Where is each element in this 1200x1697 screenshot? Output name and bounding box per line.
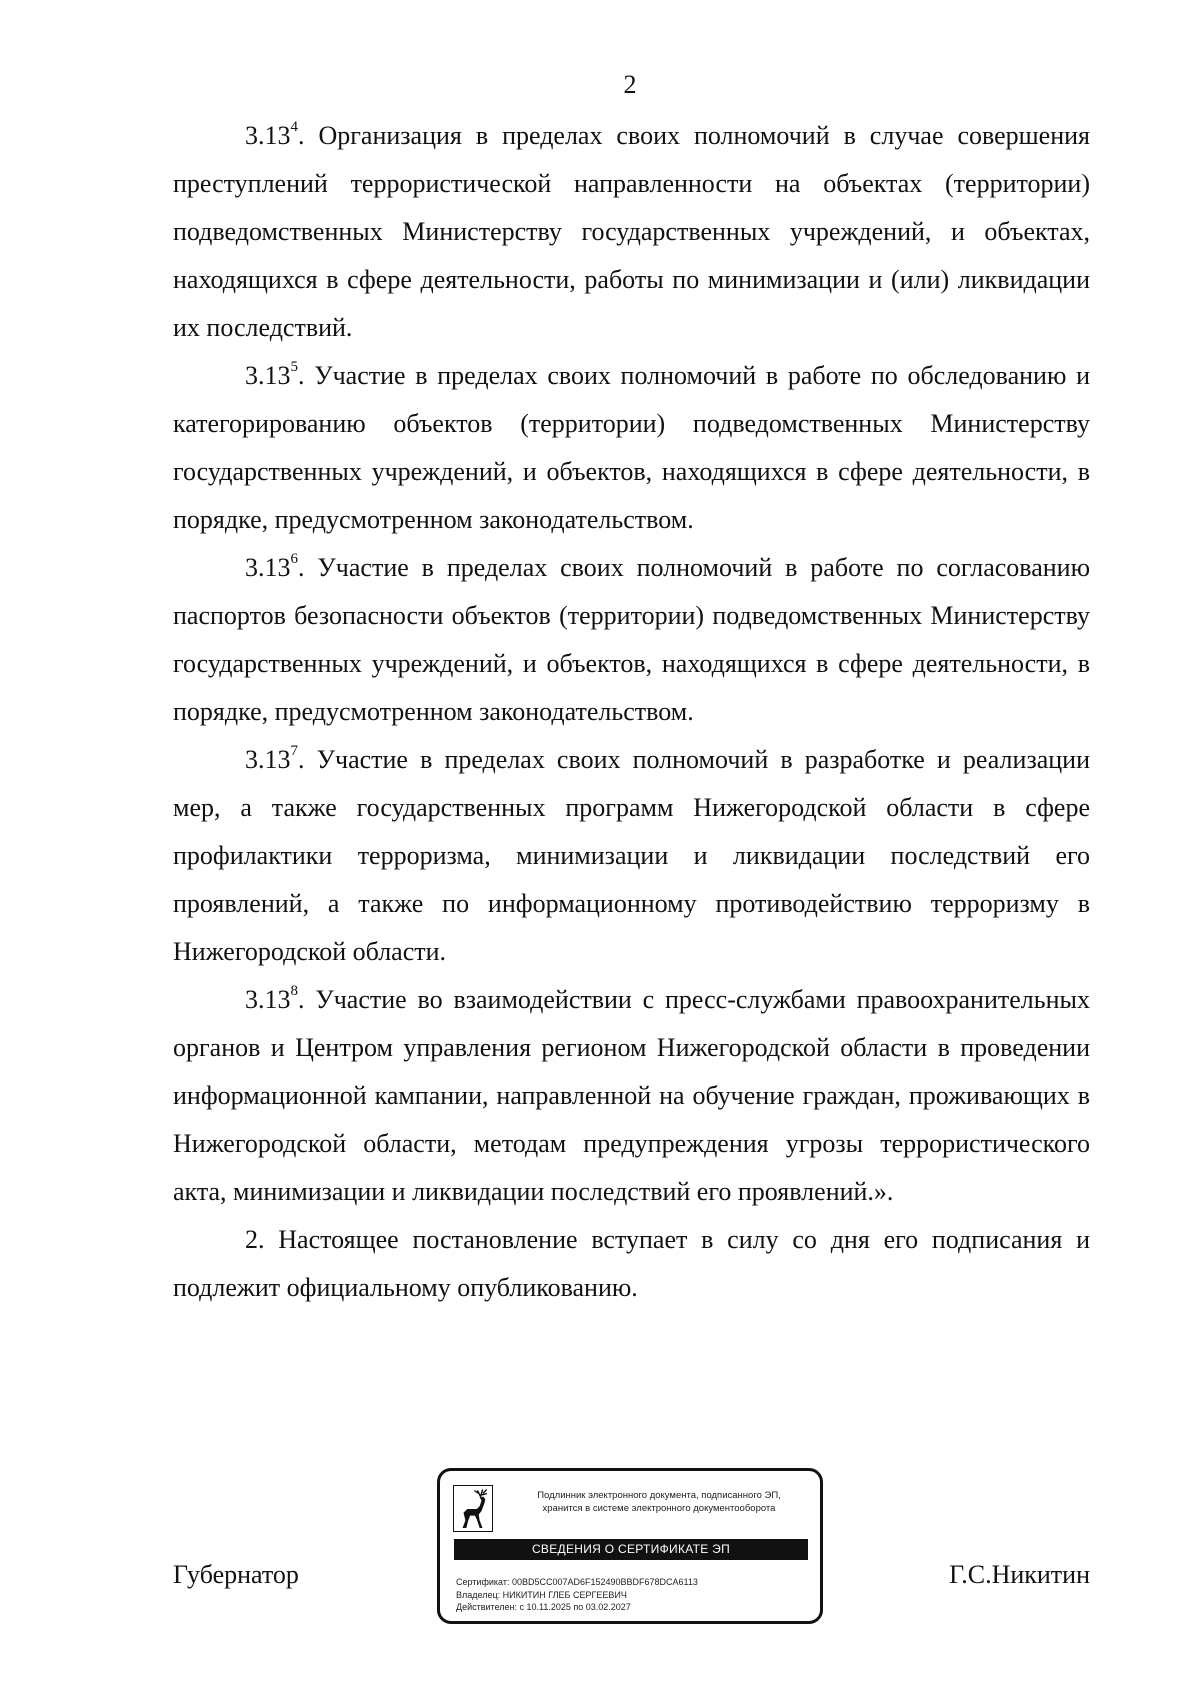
signatory-position: Губернатор xyxy=(173,1560,299,1589)
clause-number: 3.13 xyxy=(245,745,291,774)
document-body xyxy=(173,112,1090,1312)
clause-superscript: 6 xyxy=(290,551,298,568)
paragraph-text: 2. Настоящее постановление вступает в силу со дня его подписания и подлежит официальному опубликованию. xyxy=(173,1225,1090,1302)
electronic-signature-stamp xyxy=(437,1468,823,1624)
certificate-number: Сертификат: 00BD5CC007AD6F152490BBDF678DCA6113 xyxy=(456,1577,698,1587)
paragraph-text: . Участие во взаимодействии с пресс-службами правоохранительных органов и Центром управления регионом Нижегородской области в проведении информационной кампании, направленной на обучение граждан, проживающих в Нижегородской области, методам предупреждения угрозы террористического акта, минимизации и ликвидации последствий его проявлений.». xyxy=(173,985,1090,1206)
clause-superscript: 7 xyxy=(290,743,298,760)
clause-superscript: 4 xyxy=(290,119,298,136)
paragraph-text: . Участие в пределах своих полномочий в работе по согласованию паспортов безопасности объектов (территории) подведомственных Министерству государственных учреждений, и объектов, находящихся в сфере деятельности, в порядке, предусмотренном законодательством. xyxy=(173,553,1090,726)
paragraph-2-effective-date xyxy=(173,1216,1090,1312)
paragraph-3-13-7 xyxy=(173,736,1090,976)
paragraph-text: . Участие в пределах своих полномочий в разработке и реализации мер, а также государственных программ Нижегородской области в сфере профилактики терроризма, минимизации и ликвидации последствий его проявлений, а также по информационному противодействию терроризму в Нижегородской области. xyxy=(173,745,1090,966)
clause-number: 3.13 xyxy=(245,121,291,150)
paragraph-3-13-6 xyxy=(173,544,1090,736)
stamp-header-line: хранится в системе электронного документооборота xyxy=(542,1503,776,1514)
clause-number: 3.13 xyxy=(245,553,291,582)
clause-superscript: 8 xyxy=(290,983,298,1000)
stamp-header xyxy=(500,1489,818,1515)
clause-superscript: 5 xyxy=(290,359,298,376)
stamp-header-line: Подлинник электронного документа, подписанного ЭП, xyxy=(537,1490,781,1501)
clause-number: 3.13 xyxy=(245,361,291,390)
signature-row xyxy=(173,1560,1090,1600)
deer-coat-of-arms-icon xyxy=(453,1485,493,1532)
clause-number: 3.13 xyxy=(245,985,291,1014)
paragraph-3-13-5 xyxy=(173,352,1090,544)
paragraph-3-13-4 xyxy=(173,112,1090,352)
page-number: 2 xyxy=(623,70,637,99)
paragraph-3-13-8 xyxy=(173,976,1090,1216)
certificate-validity: Действителен: с 10.11.2025 по 03.02.2027 xyxy=(456,1602,631,1612)
certificate-owner: Владелец: НИКИТИН ГЛЕБ СЕРГЕЕВИЧ xyxy=(456,1589,627,1600)
signatory-name: Г.С.Никитин xyxy=(949,1560,1090,1589)
stamp-title-bar: СВЕДЕНИЯ О СЕРТИФИКАТЕ ЭП xyxy=(454,1539,808,1560)
paragraph-text: . Участие в пределах своих полномочий в работе по обследованию и категорированию объектов (территории) подведомственных Министерству государственных учреждений, и объектов, находящихся в сфере деятельности, в порядке, предусмотренном законодательством. xyxy=(173,361,1090,534)
paragraph-text: . Организация в пределах своих полномочий в случае совершения преступлений террористической направленности на объектах (территории) подведомственных Министерству государственных учреждений, и объектах, находящихся в сфере деятельности, работы по минимизации и (или) ликвидации их последствий. xyxy=(173,121,1090,342)
